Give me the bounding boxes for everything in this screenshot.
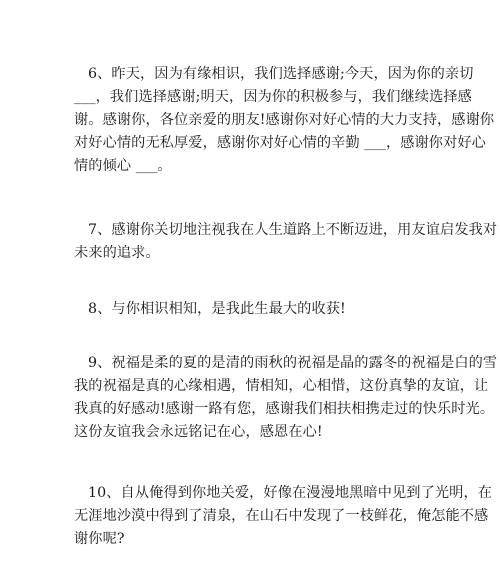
paragraph-10 bbox=[74, 482, 493, 551]
paragraph-line: 7、感谢你关切地注视我在人生道路上不断迈进，用友谊启发我对 bbox=[88, 222, 498, 238]
paragraph-line: 谢。感谢你，各位亲爱的朋友!感谢你对好心情的大力支持，感谢你 bbox=[74, 112, 495, 128]
paragraph-8 bbox=[74, 298, 426, 321]
paragraph-line: 10、自从俺得到你地关爱，好像在漫漫地黑暗中见到了光明，在 bbox=[88, 485, 493, 501]
paragraph-line: 对好心情的无私厚爱，感谢你对好心情的辛勤 ___，感谢你对好心 bbox=[74, 135, 486, 151]
paragraph-line: ___，我们选择感谢;明天，因为你的积极参与，我们继续选择感 bbox=[74, 89, 472, 105]
paragraph-line: 情的倾心 ___。 bbox=[74, 158, 172, 174]
paragraph-7 bbox=[74, 219, 498, 265]
paragraph-6 bbox=[74, 63, 495, 178]
paragraph-9 bbox=[74, 352, 498, 444]
paragraph-line: 谢你呢? bbox=[74, 531, 125, 547]
paragraph-line: 无涯地沙漠中得到了清泉，在山石中发现了一枝鲜花，俺怎能不感 bbox=[74, 508, 489, 524]
paragraph-line: 9、祝福是柔的夏的是清的雨秋的祝福是晶的露冬的祝福是白的雪 bbox=[88, 355, 498, 371]
paragraph-line: 我的祝福是真的心缘相遇，情相知，心相惜，这份真挚的友谊，让 bbox=[74, 378, 489, 394]
paragraph-line: 6、昨天，因为有缘相识，我们选择感谢;今天，因为你的亲切 bbox=[88, 66, 474, 82]
paragraph-line: 8、与你相识相知，是我此生最大的收获! bbox=[88, 301, 346, 317]
paragraph-line: 我真的好感动!感谢一路有您，感谢我们相扶相携走过的快乐时光。 bbox=[74, 401, 495, 417]
paragraph-line: 这份友谊我会永远铭记在心，感恩在心! bbox=[74, 424, 323, 440]
paragraph-line: 未来的追求。 bbox=[74, 245, 160, 261]
